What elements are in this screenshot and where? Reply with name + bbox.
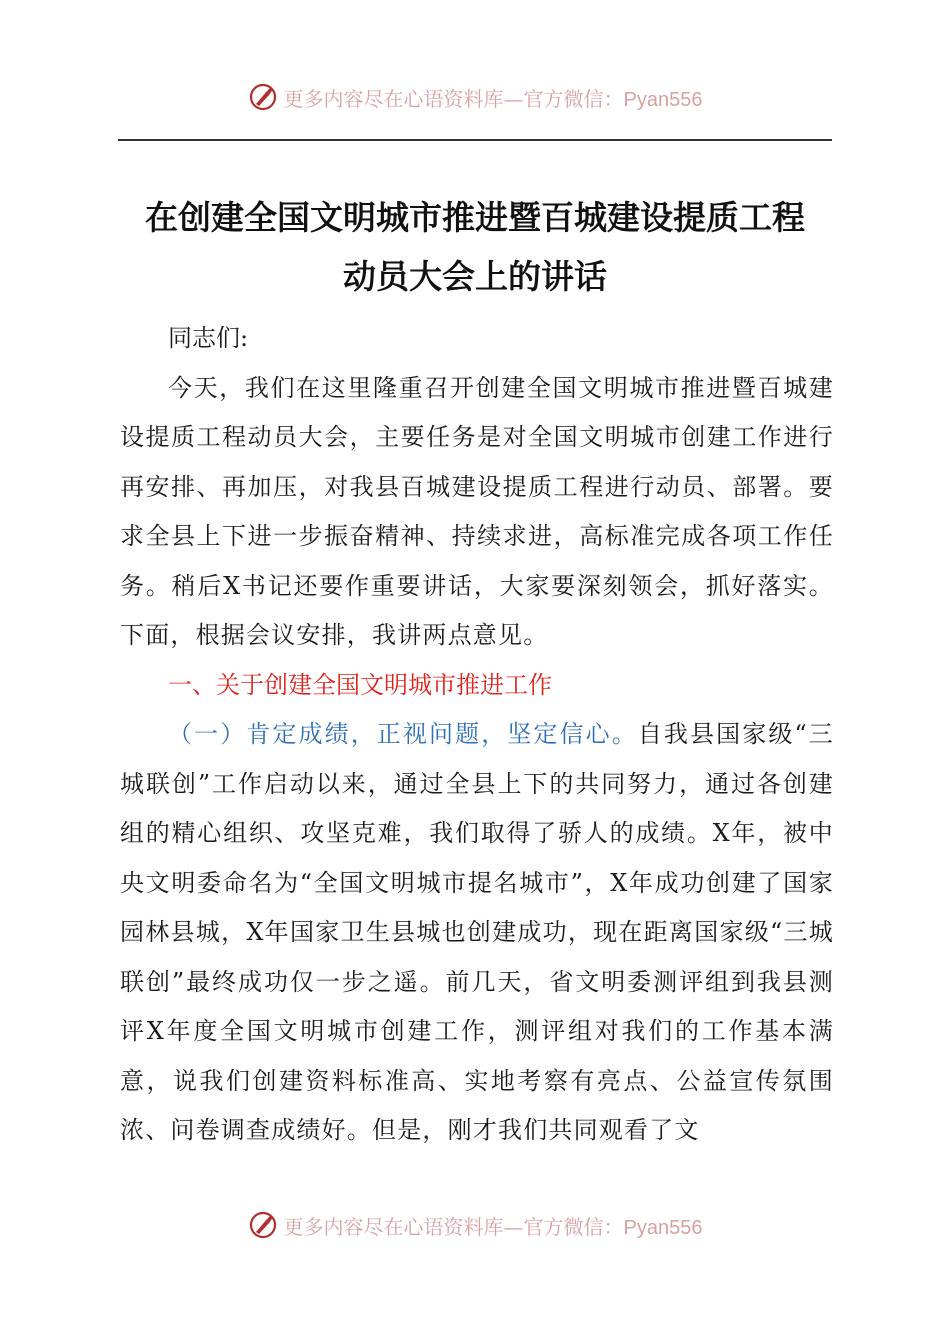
salutation: 同志们: [168,324,249,352]
watermark-text: 更多内容尽在心语资料库—官方微信：Pyan556 [283,86,703,111]
title-line-1: 在创建全国文明城市推进暨百城建设提质工程 [145,198,805,237]
title-line-2: 动员大会上的讲话 [343,257,607,296]
watermark-wechat-id: Pyan556 [623,1216,703,1239]
document-body [120,314,834,1156]
pen-nib-logo-icon [248,1210,278,1240]
subsection-paragraph [120,710,834,1156]
header-watermark [0,82,950,112]
header-divider [118,139,832,141]
watermark-text: 更多内容尽在心语资料库—官方微信：Pyan556 [283,1214,703,1239]
document-title [100,192,850,298]
subsection-heading: （一）肯定成绩，正视问题，坚定信心。 [168,720,638,748]
section-heading: 一、关于创建全国文明城市推进工作 [168,670,552,699]
subsection-text: 自我县国家级“三城联创”工作启动以来，通过全县上下的共同努力，通过各创建组的精心组织、攻坚克难，我们取得了骄人的成绩。X年，被中央文明委命名为“全国文明城市提名城市”，X年成功创建了国家园林县城，X年国家卫生县城也创建成功，现在距离国家级“三城联创”最终成功仅一步之遥。前几天，省文明委测评组到我县测评X年度全国文明城市创建工作，测评组对我们的工作基本满意，说我们创建资料标准高、实地考察有亮点、公益宣传氛围浓、问卷调查成绩好。但是，刚才我们共同观看了文 [120,720,834,1144]
watermark-wechat-id: Pyan556 [623,88,703,111]
pen-nib-logo-icon [248,82,278,112]
intro-paragraph: 今天，我们在这里隆重召开创建全国文明城市推进暨百城建设提质工程动员大会，主要任务是对全国文明城市创建工作进行再安排、再加压，对我县百城建设提质工程进行动员、部署。要求全县上下进一步振奋精神、持续求进，高标准完成各项工作任务。稍后X书记还要作重要讲话，大家要深刻领会，抓好落实。下面，根据会议安排，我讲两点意见。 [120,373,834,649]
footer-watermark [0,1210,950,1240]
